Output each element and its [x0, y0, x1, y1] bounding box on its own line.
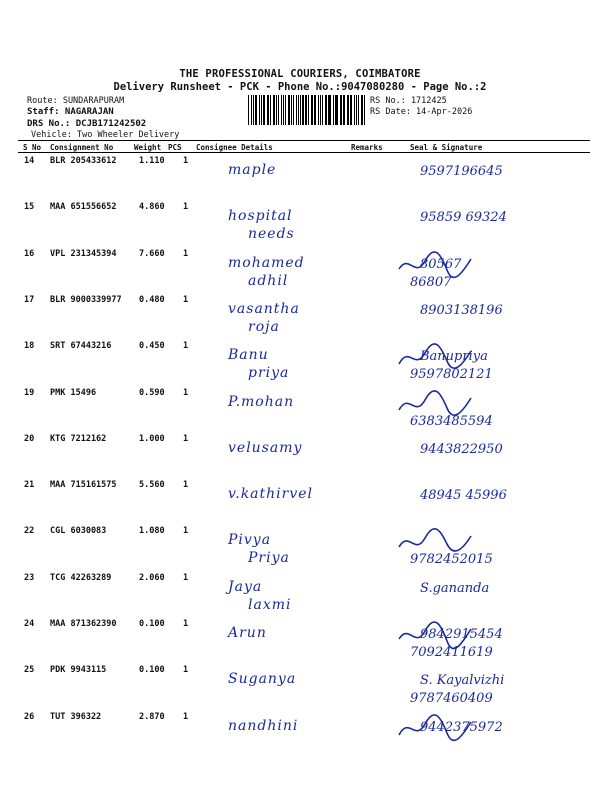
barcode-bar	[356, 95, 357, 125]
barcode-bar	[336, 95, 337, 125]
row-sno: 22	[24, 526, 35, 537]
table-row	[0, 480, 600, 526]
barcode-bar	[350, 95, 351, 125]
rs-date: RS Date: 14-Apr-2026	[370, 107, 473, 117]
barcode-bar	[263, 95, 264, 125]
table-row	[0, 573, 600, 619]
row-pcs: 1	[183, 619, 189, 629]
runsheet-title: Delivery Runsheet - PCK - Phone No.:9047080280 - Page No.:2	[113, 81, 487, 93]
row-weight: 1.110	[139, 156, 165, 166]
barcode-bar	[364, 95, 365, 125]
row-sno: 21	[24, 480, 35, 491]
row-pcs: 1	[183, 480, 189, 491]
consignee-name-line1: hospital	[228, 208, 293, 225]
signature-line2: 9597802121	[410, 367, 493, 383]
barcode-bar	[283, 95, 284, 125]
barcode-bar	[270, 95, 271, 125]
table-row	[0, 665, 600, 711]
row-weight: 2.870	[139, 711, 165, 722]
barcode-bar	[325, 95, 327, 125]
row-pcs: 1	[183, 294, 189, 305]
header-rule-bottom	[18, 152, 590, 153]
col-sno: S No	[23, 143, 42, 152]
barcode-bar	[267, 95, 268, 125]
consignee-name-line1: vasantha	[228, 300, 300, 317]
signature-line1: S.gananda	[420, 580, 490, 596]
row-consignment-no: VPL 231345394	[50, 248, 117, 259]
barcode-bar	[347, 95, 348, 125]
company-title: THE PROFESSIONAL COURIERS, COIMBATORE	[179, 68, 421, 80]
row-consignment-no: TUT 396322	[50, 711, 102, 722]
barcode-bar	[261, 95, 262, 125]
row-weight: 0.480	[139, 294, 165, 305]
signature-line2: 7092411619	[410, 645, 493, 660]
signature-line1: 9597196645	[420, 164, 503, 179]
barcode-bar	[259, 95, 260, 125]
consignee-name-line1: mohamed	[228, 254, 305, 271]
barcode-bar	[298, 95, 299, 125]
col-consignment: Consignment No	[50, 143, 114, 152]
row-consignment-no: MAA 871362390	[50, 619, 117, 629]
barcode-bar	[318, 95, 319, 125]
row-consignment-no: BLR 205433612	[50, 156, 117, 166]
signature-line2: 9782452015	[410, 552, 493, 568]
consignee-name-line1: P.mohan	[228, 393, 295, 410]
barcode-image	[248, 95, 366, 125]
barcode-bar	[329, 95, 330, 125]
consignee-name-line1: velusamy	[228, 439, 303, 456]
barcode-bar	[341, 95, 342, 125]
signature-line1: Banupriya	[420, 349, 488, 365]
consignee-name-line1: Suganya	[228, 671, 297, 688]
col-seal: Seal & Signature	[410, 143, 483, 152]
consignee-name-line2: needs	[248, 226, 295, 243]
row-consignment-no: BLR 9000339977	[50, 294, 122, 305]
table-row	[0, 202, 600, 248]
row-consignment-no: TCG 42263289	[50, 572, 112, 583]
consignee-name-line1: v.kathirvel	[228, 486, 314, 503]
row-weight: 0.450	[139, 341, 165, 352]
barcode-bar	[351, 95, 352, 125]
barcode-bar	[285, 95, 286, 125]
row-weight: 1.000	[139, 433, 165, 444]
barcode-bar	[343, 95, 345, 125]
row-sno: 17	[24, 294, 35, 305]
row-sno: 25	[24, 665, 35, 676]
barcode-bar	[302, 95, 303, 125]
consignee-name-line1: Pivya	[228, 532, 272, 549]
vehicle-label: Vehicle: Two Wheeler Delivery	[31, 130, 180, 140]
table-row	[0, 341, 600, 387]
row-sno: 20	[24, 433, 35, 444]
row-weight: 4.860	[139, 202, 165, 213]
barcode-bar	[253, 95, 254, 125]
barcode-bar	[340, 95, 341, 125]
col-weight: Weight	[134, 143, 162, 152]
barcode-bar	[296, 95, 297, 125]
row-weight: 2.060	[139, 572, 165, 583]
row-consignment-no: SRT 67443216	[50, 341, 112, 352]
signature-line1: 9442375972	[420, 719, 503, 735]
table-row	[0, 388, 600, 434]
row-sno: 14	[24, 156, 35, 166]
barcode-bar	[328, 95, 329, 125]
barcode-bar	[291, 95, 292, 125]
consignee-name-line1: Banu	[228, 347, 269, 364]
row-weight: 5.560	[139, 480, 165, 491]
barcode-bar	[320, 95, 321, 125]
barcode-bar	[278, 95, 279, 125]
row-pcs: 1	[183, 156, 189, 166]
col-consignee: Consignee Details	[196, 143, 273, 152]
row-sno: 18	[24, 341, 35, 352]
barcode-bar	[255, 95, 257, 125]
row-sno: 16	[24, 248, 35, 259]
consignee-name-line1: maple	[228, 162, 277, 178]
barcode-bar	[288, 95, 290, 125]
row-sno: 24	[24, 619, 35, 629]
consignee-name-line2: priya	[248, 365, 290, 382]
row-sno: 23	[24, 572, 35, 583]
barcode-bar	[333, 95, 334, 125]
staff-label: Staff: NAGARAJAN	[27, 107, 114, 117]
consignee-name-line2: roja	[248, 318, 280, 335]
table-row	[0, 156, 600, 202]
barcode-bar	[361, 95, 363, 125]
row-consignment-no: PMK 15496	[50, 387, 97, 398]
barcode-bar	[322, 95, 323, 125]
row-weight: 0.100	[139, 665, 165, 676]
barcode-bar	[300, 95, 301, 125]
signature-line2: 9787460409	[410, 691, 493, 707]
col-remarks: Remarks	[351, 143, 383, 152]
row-sno: 26	[24, 711, 35, 722]
barcode-bar	[335, 95, 336, 125]
barcode-bar	[305, 95, 307, 125]
signature-line1: 48945 45996	[420, 488, 507, 504]
signature-line2: 6383485594	[410, 413, 493, 429]
table-row	[0, 526, 600, 572]
row-pcs: 1	[183, 387, 189, 398]
table-row	[0, 295, 600, 341]
row-pcs: 1	[183, 248, 189, 259]
signature-line1: 8903138196	[420, 302, 503, 318]
barcode-bar	[311, 95, 312, 125]
signature-line1: 80567	[420, 256, 462, 272]
barcode-bar	[354, 95, 355, 125]
row-weight: 7.660	[139, 248, 165, 259]
rs-number: RS No.: 1712425	[370, 96, 447, 106]
consignee-name-line2: laxmi	[248, 596, 292, 613]
consignee-name-line1: nandhini	[228, 717, 299, 734]
table-row	[0, 712, 600, 758]
row-pcs: 1	[183, 665, 189, 676]
row-pcs: 1	[183, 433, 189, 444]
barcode-bar	[358, 95, 359, 125]
row-weight: 0.100	[139, 619, 165, 629]
row-consignment-no: MAA 715161575	[50, 480, 117, 491]
row-weight: 1.080	[139, 526, 165, 537]
table-row	[0, 434, 600, 480]
header-rule-top	[18, 140, 590, 141]
signature-line2: 86807	[410, 274, 452, 290]
consignee-name-line1: Jaya	[228, 578, 263, 595]
barcode-bar	[248, 95, 249, 125]
row-consignment-no: CGL 6030083	[50, 526, 107, 537]
row-consignment-no: PDK 9943115	[50, 665, 107, 676]
consignee-name-line1: Arun	[228, 625, 267, 641]
drs-label: DRS No.: DCJB171242502	[27, 119, 147, 129]
barcode-bar	[314, 95, 315, 125]
signature-line1: 9443822950	[420, 441, 503, 457]
row-pcs: 1	[183, 341, 189, 352]
barcode-bar	[251, 95, 252, 125]
consignee-name-line2: Priya	[248, 550, 290, 567]
row-weight: 0.590	[139, 387, 165, 398]
barcode-bar	[312, 95, 313, 125]
consignee-name-line2: adhil	[248, 272, 289, 289]
signature-line1: 9842915454	[420, 627, 503, 642]
barcode-bar	[273, 95, 275, 125]
row-sno: 15	[24, 202, 35, 213]
row-consignment-no: KTG 7212162	[50, 433, 107, 444]
barcode-bar	[268, 95, 269, 125]
row-consignment-no: MAA 651556652	[50, 202, 117, 213]
route-label: Route: SUNDARAPURAM	[27, 96, 125, 106]
row-sno: 19	[24, 387, 35, 398]
table-row	[0, 249, 600, 295]
row-pcs: 1	[183, 711, 189, 722]
barcode-bar	[281, 95, 282, 125]
barcode-bar	[308, 95, 309, 125]
barcode-bar	[293, 95, 294, 125]
col-pcs: PCS	[168, 143, 182, 152]
signature-line1: 95859 69324	[420, 210, 507, 226]
row-pcs: 1	[183, 526, 189, 537]
barcode-bar	[276, 95, 277, 125]
row-pcs: 1	[183, 572, 189, 583]
signature-line1: S. Kayalvizhi	[420, 673, 505, 689]
table-row	[0, 619, 600, 665]
row-pcs: 1	[183, 202, 189, 213]
